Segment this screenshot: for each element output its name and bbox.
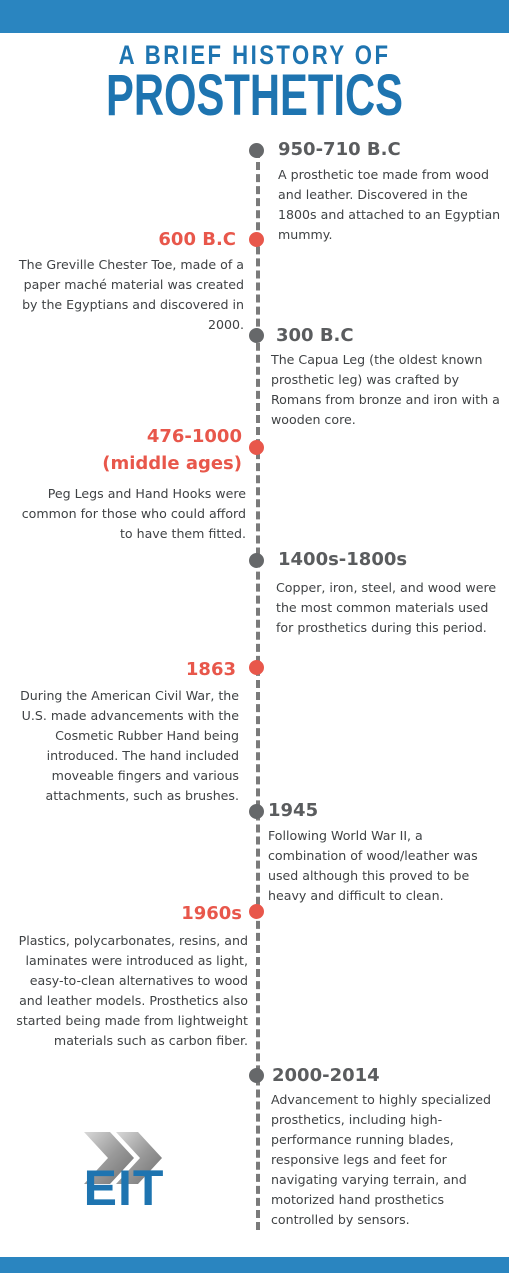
event-year: 1400s-1800s: [278, 549, 408, 570]
timeline-dot: [249, 804, 264, 819]
event-description: A prosthetic toe made from wood and leather. Discovered in the 1800s and attached to an Egyptian mummy.: [278, 167, 501, 242]
event-year: 1863: [185, 659, 236, 680]
event-description: Peg Legs and Hand Hooks were common for those who could afford to have them fitted.: [21, 486, 246, 541]
event-year: 950-710 B.C: [278, 139, 401, 160]
event-description: Copper, iron, steel, and wood were the most common materials used for prosthetics during this period.: [276, 580, 497, 635]
header-subtitle: A BRIEF HISTORY OF: [118, 40, 391, 70]
event-description: The Capua Leg (the oldest known prosthetic leg) was crafted by Romans from bronze and iron with a wooden core.: [271, 352, 500, 427]
event-year: 2000-2014: [272, 1065, 380, 1086]
event-year: 476-1000: [146, 426, 242, 447]
timeline-dot: [249, 143, 264, 158]
event-year: 1960s: [181, 903, 242, 924]
timeline-dot: [249, 328, 264, 343]
top-band: [0, 0, 509, 33]
bottom-band: [0, 1257, 509, 1273]
logo-text: EIT: [83, 1160, 165, 1216]
timeline-dot: [249, 440, 264, 455]
timeline-dot: [249, 553, 264, 568]
event-year: 300 B.C: [276, 325, 354, 346]
event-year: 600 B.C: [158, 229, 236, 250]
event-year-sub: (middle ages): [102, 453, 242, 474]
event-description: The Greville Chester Toe, made of a paper maché material was created by the Egyptians and discovered in 2000.: [18, 257, 244, 332]
timeline-dot: [249, 904, 264, 919]
event-description: Plastics, polycarbonates, resins, and laminates were introduced as light, easy-to-clean alternatives to wood and leather models. Prosthetics also started being made from lightweight materials such as carbon fiber.: [16, 933, 248, 1048]
header-title: PROSTHETICS: [106, 63, 403, 128]
event-description: During the American Civil War, the U.S. made advancements with the Cosmetic Rubber Hand being introduced. The hand included moveable fingers and various attachments, such as brushes.: [20, 688, 239, 803]
event-description: Following World War II, a combination of wood/leather was used although this proved to be heavy and difficult to clean.: [268, 828, 478, 903]
timeline-dot: [249, 232, 264, 247]
event-description: Advancement to highly specialized prosthetics, including high-performance running blades, responsive legs and feet for navigating varying terrain, and motorized hand prosthetics controlled by sensors.: [271, 1092, 492, 1227]
timeline-dot: [249, 660, 264, 675]
event-year: 1945: [268, 800, 319, 821]
timeline-dot: [249, 1068, 264, 1083]
